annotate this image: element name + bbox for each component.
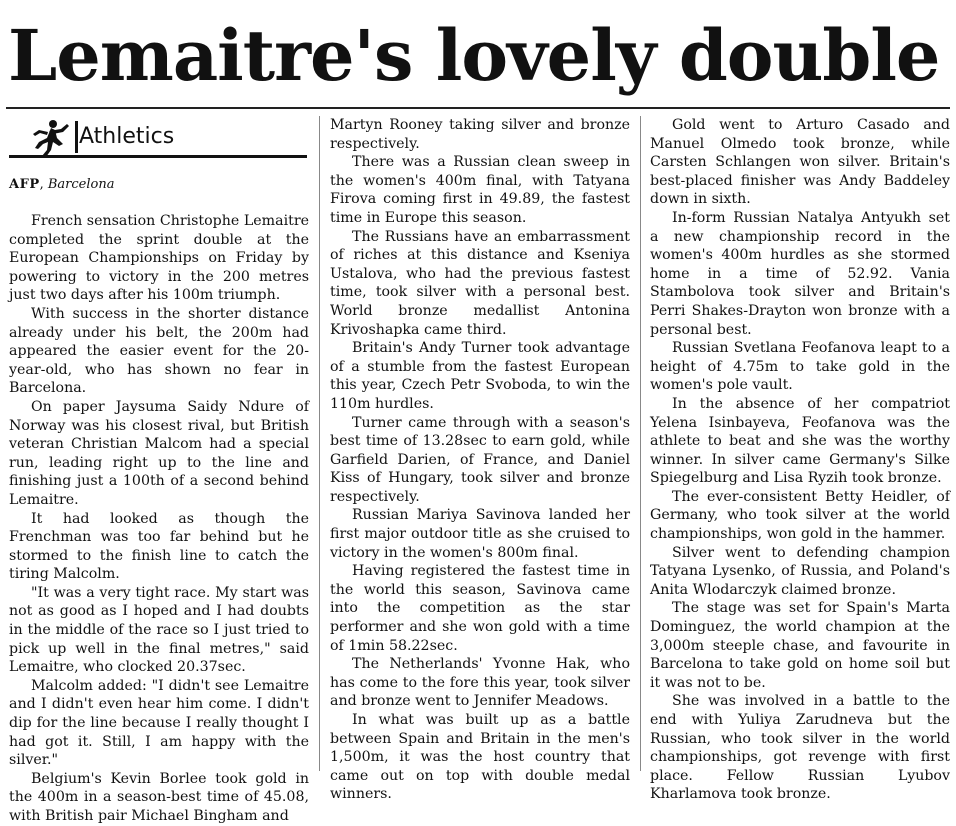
paragraph: "It was a very tight race. My start was not as good as I hoped and I had doubts in the middle of the race so I just tried to pick up well in the final metres," said Lemaitre, who clocked 20.37sec.	[9, 584, 309, 676]
paragraph: In the absence of her compatriot Yelena Isinbayeva, Feofanova was the athlete to beat and she was the worthy winner. In silver came Germany's Silke Spiegelburg and Lisa Ryzih took bronze.	[650, 395, 950, 487]
athlete-silhouette-icon	[17, 118, 75, 158]
byline-separator: ,	[39, 177, 48, 192]
article-column-3	[650, 116, 950, 804]
paragraph: Belgium's Kevin Borlee took gold in the 400m in a season-best time of 45.08, with British pair Michael Bingham and	[9, 770, 309, 824]
paragraph: Having registered the fastest time in the world this season, Savinova came into the competition as the star performer and she won gold with a time of 1min 58.22sec.	[330, 563, 630, 654]
headline-rule	[6, 107, 950, 109]
paragraph: Malcolm added: "I didn't see Lemaitre and I didn't even hear him come. I didn't dip for the line because I really thought I had got it. Still, I am happy with the silver."	[9, 677, 309, 769]
headline: Lemaitre's lovely double	[8, 14, 940, 97]
column-divider	[640, 116, 641, 771]
paragraph: Russian Mariya Savinova landed her first major outdoor title as she cruised to victory in the women's 800m final.	[330, 507, 630, 561]
section-header	[9, 118, 307, 158]
paragraph: Silver went to defending champion Tatyana Lysenko, of Russia, and Poland's Anita Wlodarczyk claimed bronze.	[650, 544, 950, 598]
paragraph: There was a Russian clean sweep in the women's 400m final, with Tatyana Firova coming first in 49.89, the fastest time in Europe this season.	[330, 154, 630, 226]
paragraph: The Russians have an embarrassment of riches at this distance and Kseniya Ustalova, who had the previous fastest time, took silver with a personal best. World bronze medallist Antonina Krivoshapka came third.	[330, 228, 630, 338]
byline	[9, 177, 114, 192]
article-column-2	[330, 116, 630, 804]
paragraph: With success in the shorter distance already under his belt, the 200m had appeared the easier event for the 20-year-old, who has shown no fear in Barcelona.	[9, 305, 309, 397]
paragraph: In what was built up as a battle between Spain and Britain in the men's 1,500m, it was the host country that came out on top with double medal winners.	[330, 712, 630, 803]
paragraph: Turner came through with a season's best time of 13.28sec to earn gold, while Garfield Darien, of France, and Daniel Kiss of Hungary, took silver and bronze respectively.	[330, 414, 630, 505]
byline-agency: AFP	[9, 177, 40, 192]
section-label: Athletics	[79, 124, 175, 149]
paragraph: It had looked as though the Frenchman was too far behind but he stormed to the finish line to catch the tiring Malcolm.	[9, 510, 309, 583]
paragraph: The stage was set for Spain's Marta Dominguez, the world champion at the 3,000m steeple chase, and favourite in Barcelona to take gold on home soil but it was not to be.	[650, 600, 950, 691]
article-column-1	[9, 212, 309, 826]
paragraph: The ever-consistent Betty Heidler, of Germany, who took silver at the world championships, won gold in the hammer.	[650, 488, 950, 543]
column-divider	[319, 116, 320, 771]
paragraph: Gold went to Arturo Casado and Manuel Olmedo took bronze, while Carsten Schlangen won silver. Britain's best-placed finisher was Andy Baddeley down in sixth.	[650, 117, 950, 208]
paragraph: Martyn Rooney taking silver and bronze respectively.	[330, 117, 630, 152]
paragraph: French sensation Christophe Lemaitre completed the sprint double at the European Championships on Friday by powering to victory in the 200 metres just two days after his 100m triumph.	[9, 213, 309, 304]
section-label-bar	[75, 121, 78, 153]
paragraph: On paper Jaysuma Saidy Ndure of Norway was his closest rival, but British veteran Christian Malcom had a special run, leading right up to the line and finishing just a 100th of a second behind Lemaitre.	[9, 398, 309, 508]
paragraph: The Netherlands' Yvonne Hak, who has come to the fore this year, took silver and bronze went to Jennifer Meadows.	[330, 656, 630, 710]
paragraph: In-form Russian Natalya Antyukh set a new championship record in the women's 400m hurdles as she stormed home in a time of 52.92. Vania Stambolova took silver and Britain's Perri Shakes-Drayton won bronze with a personal best.	[650, 209, 950, 338]
paragraph: Britain's Andy Turner took advantage of a stumble from the fastest European this year, Czech Petr Svoboda, to win the 110m hurdles.	[330, 340, 630, 412]
paragraph: Russian Svetlana Feofanova leapt to a height of 4.75m to take gold in the women's pole vault.	[650, 340, 950, 394]
section-rule	[9, 155, 307, 158]
byline-place: Barcelona	[47, 177, 115, 192]
paragraph: She was involved in a battle to the end with Yuliya Zarudneva but the Russian, who took silver in the world championships, got revenge with first place. Fellow Russian Lyubov Kharlamova took bronze.	[650, 693, 950, 803]
